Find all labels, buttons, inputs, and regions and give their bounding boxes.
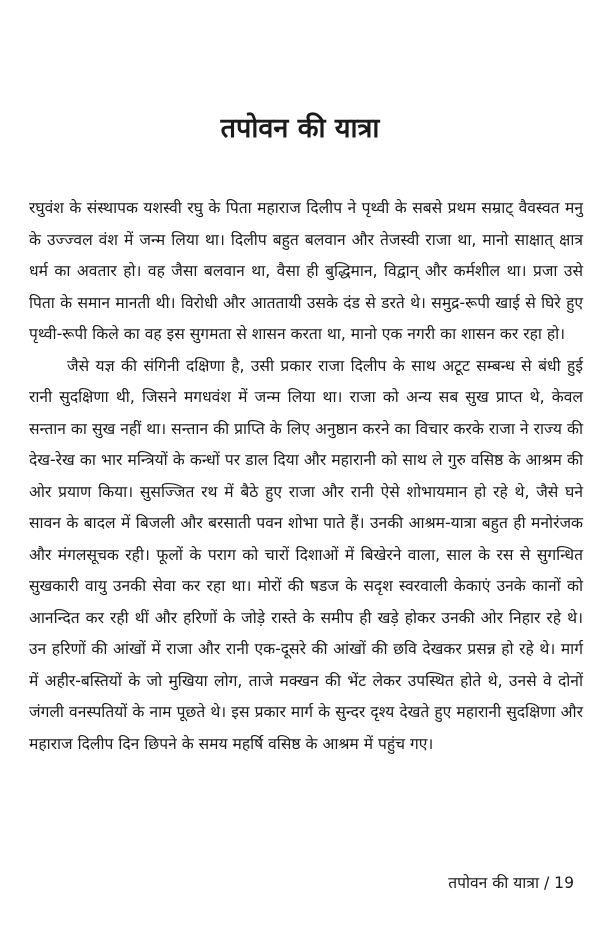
- paragraph-1: रघुवंश के संस्थापक यशस्वी रघु के पिता महाराज दिलीप ने पृथ्वी के सबसे प्रथम सम्राट् वैवस्वत मनु के उज्ज्वल वंश में जन्म लिया था। दिलीप बहुत बलवान और तेजस्वी राजा था, मानो साक्षात् क्षात्र धर्म का अवतार हो। वह जैसा बलवान था, वैसा ही बुद्धिमान, विद्वान् और कर्मशील था। प्रजा उसे पिता के समान मानती थी। विरोधी और आततायी उसके दंड से डरते थे। समुद्र-रूपी खाई से घिरे हुए पृथ्वी-रूपी किले का वह इस सुगमता से शासन करता था, मानो एक नगरी का शासन कर रहा हो।: [29, 199, 583, 343]
- page-footer: तपोवन की यात्रा / 19: [448, 874, 574, 892]
- chapter-title: तपोवन की यात्रा: [220, 113, 380, 144]
- paragraph-2: जैसे यज्ञ की संगिनी दक्षिणा है, उसी प्रकार राजा दिलीप के साथ अटूट सम्बन्ध से बंधी हुई रानी सुदक्षिणा थी, जिसने मगधवंश में जन्म लिया था। राजा को अन्य सब सुख प्राप्त थे, केवल सन्तान का सुख नहीं था। सन्तान की प्राप्ति के लिए अनुष्ठान करने का विचार करके राजा ने राज्य की देख-रेख का भार मन्त्रियों के कन्धों पर डाल दिया और महारानी को साथ ले गुरु वसिष्ठ के आश्रम की ओर प्रयाण किया। सुसज्जित रथ में बैठे हुए राजा और रानी ऐसे शोभायमान हो रहे थे, जैसे घने सावन के बादल में बिजली और बरसाती पवन शोभा पाते हैं। उनकी आश्रम-यात्रा बहुत ही मनोरंजक और मंगलसूचक रही। फूलों के पराग को चारों दिशाओं में बिखेरने वाला, साल के रस से सुगन्धित सुखकारी वायु उनकी सेवा कर रहा था। मोरों की षडज के सदृश स्वरवाली केकाएं उनके कानों को आनन्दित कर रही थीं और हरिणों के जोड़े रास्ते के समीप ही खड़े होकर उनकी ओर निहार रहे थे। उन हरिणों की आंखों में राजा और रानी एक-दूसरे की आंखों की छवि देखकर प्रसन्न हो रहे थे। मार्ग में अहीर-बस्तियों के जो मुखिया लोग, ताजे मक्खन की भेंट लेकर उपस्थित होते थे, उनसे वे दोनों जंगली वनस्पतियों के नाम पूछते थे। इस प्रकार मार्ग के सुन्दर दृश्य देखते हुए महारानी सुदक्षिणा और महाराज दिलीप दिन छिपने के समय महर्षि वसिष्ठ के आश्रम में पहुंच गए।: [29, 356, 583, 753]
- chapter-body: [29, 193, 583, 760]
